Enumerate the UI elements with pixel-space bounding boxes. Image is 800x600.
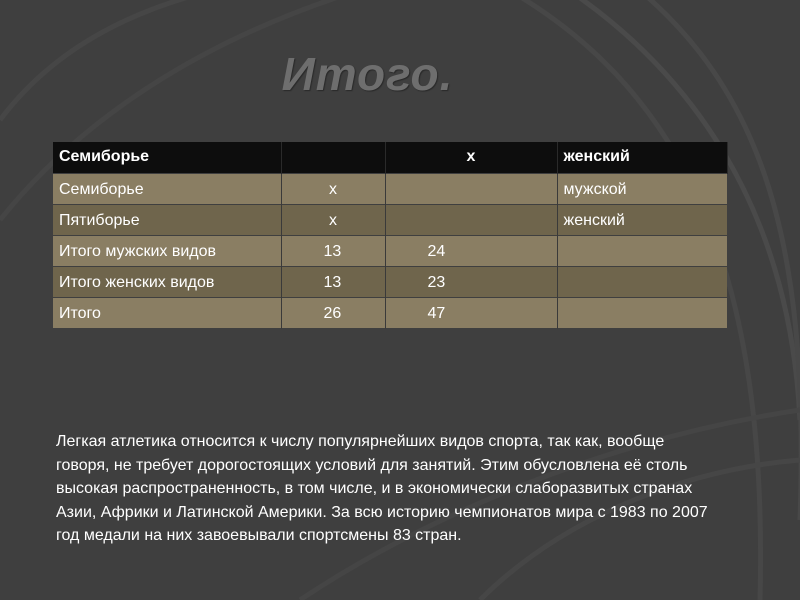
header-cell: х [385, 142, 557, 174]
table-cell [557, 298, 727, 329]
table-cell [557, 267, 727, 298]
table-cell: Итого женских видов [53, 267, 281, 298]
body-paragraph: Легкая атлетика относится к числу популярнейших видов спорта, так как, вообще говоря, не требует дорогостоящих условий для занятий. Этим обусловлена её столь высокая распространенность, в том числе, и в экономически слаборазвитых странах Азии, Африки и Латинской Америки. За всю историю чемпионатов мира с 1983 по 2007 год медали на них завоевывали спортсмены 83 стран. [56, 433, 708, 544]
table-row [53, 205, 727, 236]
table-cell: х [281, 205, 385, 236]
table-row [53, 236, 727, 267]
table-cell: х [281, 174, 385, 205]
table-row [53, 298, 727, 329]
table-cell: 24 [385, 236, 557, 267]
table-cell: 26 [281, 298, 385, 329]
table-cell: Итого мужских видов [53, 236, 281, 267]
table-cell: 13 [281, 236, 385, 267]
header-cell: Семиборье [53, 142, 281, 174]
table-cell: женский [557, 205, 727, 236]
header-cell [281, 142, 385, 174]
table-cell [385, 205, 557, 236]
table-cell: 47 [385, 298, 557, 329]
table-cell [557, 236, 727, 267]
summary-table [53, 142, 728, 329]
table-cell: Пятиборье [53, 205, 281, 236]
table-cell: Семиборье [53, 174, 281, 205]
table-row [53, 174, 727, 205]
table-row [53, 267, 727, 298]
table-cell: мужской [557, 174, 727, 205]
table-cell: Итого [53, 298, 281, 329]
table-cell [385, 174, 557, 205]
table-cell: 13 [281, 267, 385, 298]
table-header-row [53, 142, 727, 174]
slide-title: Итого. [281, 48, 454, 100]
table-cell: 23 [385, 267, 557, 298]
header-cell: женский [557, 142, 727, 174]
